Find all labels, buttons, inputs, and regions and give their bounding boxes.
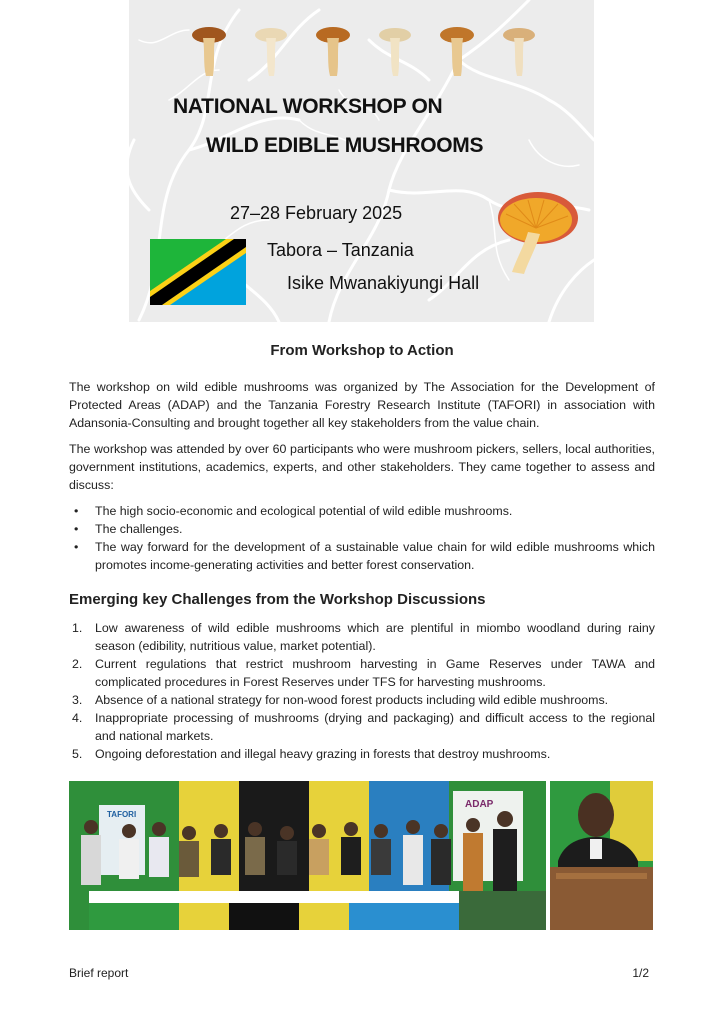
mushroom-image	[501, 26, 537, 78]
list-item-text: Absence of a national strategy for non-wood forest products including wild edible mushrooms.	[95, 693, 609, 707]
list-item-text: Inappropriate processing of mushrooms (drying and packaging) and difficult access to the regional and national markets.	[95, 711, 655, 743]
discussion-topics-list	[69, 502, 655, 574]
footer-document-type: Brief report	[69, 966, 129, 980]
workshop-banner	[129, 0, 594, 322]
list-item	[69, 520, 655, 538]
bullet-icon: •	[74, 522, 79, 536]
workshop-date: 27–28 February 2025	[230, 203, 403, 223]
list-number: 3.	[72, 693, 83, 707]
list-item-text: Low awareness of wild edible mushrooms which are plentiful in miombo woodland during rainy season (edibility, nutritious value, market potential).	[95, 621, 655, 653]
speaker-photo	[550, 781, 653, 930]
list-item-text: Current regulations that restrict mushroom harvesting in Game Reserves under TAWA and complicated procedures in Forest Reserves under TFS for harvesting mushrooms.	[95, 657, 655, 689]
workshop-venue: Isike Mwanakiyungi Hall	[287, 273, 480, 293]
page-number: 1/2	[632, 966, 649, 980]
mushroom-image	[377, 26, 413, 78]
list-item-text: The challenges.	[95, 522, 183, 536]
speaker-photo-image	[550, 781, 653, 930]
list-number: 5.	[72, 747, 83, 761]
workshop-location: Tabora – Tanzania	[267, 240, 414, 260]
banner-title-line2: WILD EDIBLE MUSHROOMS	[206, 134, 484, 157]
challenges-list	[69, 619, 655, 763]
section-title: From Workshop to Action	[270, 342, 454, 359]
group-photo	[69, 781, 546, 930]
group-photo-image	[69, 781, 546, 930]
list-item	[69, 619, 655, 655]
mushroom-illustrations	[191, 26, 571, 86]
list-number: 1.	[72, 621, 83, 635]
banner-title-line1: NATIONAL WORKSHOP ON	[173, 95, 443, 118]
list-item-text: Ongoing deforestation and illegal heavy grazing in forests that destroy mushrooms.	[95, 747, 551, 761]
tanzania-flag-icon	[150, 239, 246, 305]
chanterelle-mushroom-image	[494, 188, 578, 278]
adap-logo-text: ADAP	[465, 799, 494, 810]
list-item	[69, 709, 655, 745]
bullet-icon: •	[74, 540, 79, 554]
list-item	[69, 502, 655, 520]
list-item-text: The way forward for the development of a sustainable value chain for wild edible mushrooms which promotes income-generating activities and better forest conservation.	[95, 540, 655, 572]
mushroom-image	[439, 26, 475, 78]
list-item	[69, 655, 655, 691]
list-item-text: The high socio-economic and ecological potential of wild edible mushrooms.	[95, 504, 513, 518]
list-item	[69, 691, 655, 709]
tafori-logo-text: TAFORI	[107, 810, 137, 819]
mushroom-image	[315, 26, 351, 78]
participants-paragraph: The workshop was attended by over 60 participants who were mushroom pickers, sellers, local authorities, government institutions, academics, experts, and other stakeholders. They came together to assess and discuss:	[69, 442, 655, 492]
list-number: 4.	[72, 711, 83, 725]
bullet-icon: •	[74, 504, 79, 518]
list-number: 2.	[72, 657, 83, 671]
intro-paragraph: The workshop on wild edible mushrooms was organized by The Association for the Development of Protected Areas (ADAP) and the Tanzania Forestry Research Institute (TAFORI) in association with Adansonia-Consulting and brought together all key stakeholders from the value chain.	[69, 380, 655, 430]
list-item	[69, 538, 655, 574]
mushroom-image	[253, 26, 289, 78]
mushroom-image	[191, 26, 227, 78]
challenges-title: Emerging key Challenges from the Workshop Discussions	[69, 591, 486, 608]
list-item	[69, 745, 655, 763]
